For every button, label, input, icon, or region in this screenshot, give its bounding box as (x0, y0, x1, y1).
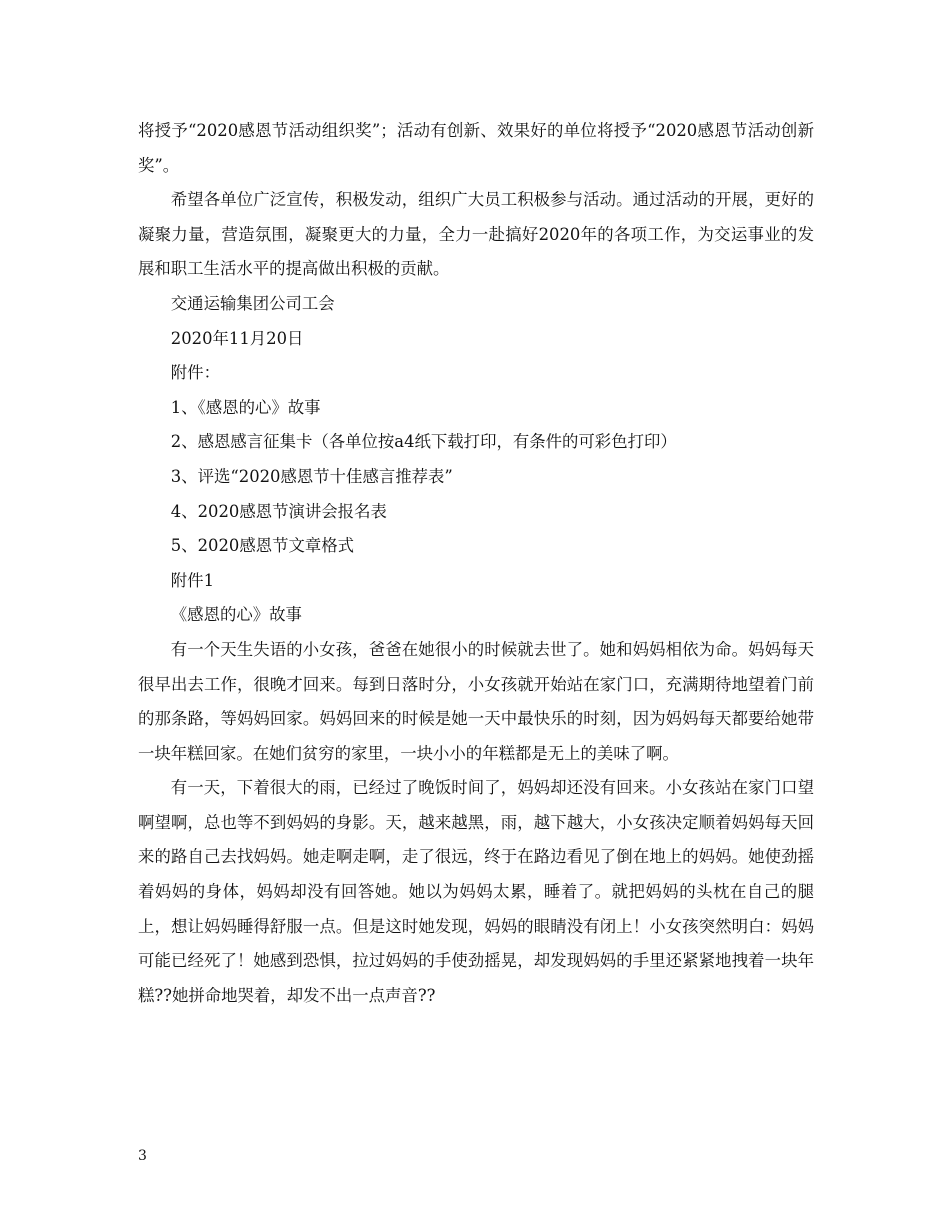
story-paragraph-2: 有一天，下着很大的雨，已经过了晚饭时间了，妈妈却还没有回来。小女孩站在家门口望啊望啊，总也等不到妈妈的身影。天，越来越黑，雨，越下越大，小女孩决定顺着妈妈每天回来的路自己去找妈妈。她走啊走啊，走了很远，终于在路边看见了倒在地上的妈妈。她使劲摇着妈妈的身体，妈妈却没有回答她。她以为妈妈太累，睡着了。就把妈妈的头枕在自己的腿上，想让妈妈睡得舒服一点。但是这时她发现，妈妈的眼睛没有闭上！小女孩突然明白：妈妈可能已经死了！她感到恐惧，拉过妈妈的手使劲摇晃，却发现妈妈的手里还紧紧地拽着一块年糕??她拼命地哭着，却发不出一点声音?? (138, 778, 814, 1005)
paragraph-award-continuation: 将授予“2020感恩节活动组织奖”；活动有创新、效果好的单位将授予“2020感恩节活动创新奖”。 (138, 121, 814, 175)
attachment-1-label: 附件1 (170, 570, 215, 590)
document-body (138, 114, 814, 1013)
attachment-item-3: 3、评选“2020感恩节十佳感言推荐表” (170, 466, 453, 486)
attachments-heading: 附件： (170, 363, 220, 383)
paragraph-call-to-action: 希望各单位广泛宣传，积极发动，组织广大员工积极参与活动。通过活动的开展，更好的凝聚力量，营造氛围，凝聚更大的力量，全力一赴搞好2020年的各项工作，为交运事业的发展和职工生活水平的提高做出积极的贡献。 (138, 190, 814, 279)
story-paragraph-1: 有一个天生失语的小女孩，爸爸在她很小的时候就去世了。她和妈妈相依为命。妈妈每天很早出去工作，很晚才回来。每到日落时分，小女孩就开始站在家门口，充满期待地望着门前的那条路，等妈妈回家。妈妈回来的时候是她一天中最快乐的时刻，因为妈妈每天都要给她带一块年糕回家。在她们贫穷的家里，一块小小的年糕都是无上的美味了啊。 (138, 639, 814, 763)
story-title: 《感恩的心》故事 (170, 605, 302, 625)
page-number: 3 (138, 1148, 147, 1164)
signature-organization: 交通运输集团公司工会 (170, 293, 335, 313)
attachment-item-4: 4、2020感恩节演讲会报名表 (170, 501, 387, 521)
attachment-item-2: 2、感恩感言征集卡（各单位按a4纸下载打印，有条件的可彩色打印） (170, 432, 677, 452)
attachment-item-5: 5、2020感恩节文章格式 (170, 536, 355, 556)
attachment-item-1: 1、《感恩的心》故事 (170, 397, 321, 417)
signature-date: 2020年11月20日 (170, 328, 304, 348)
